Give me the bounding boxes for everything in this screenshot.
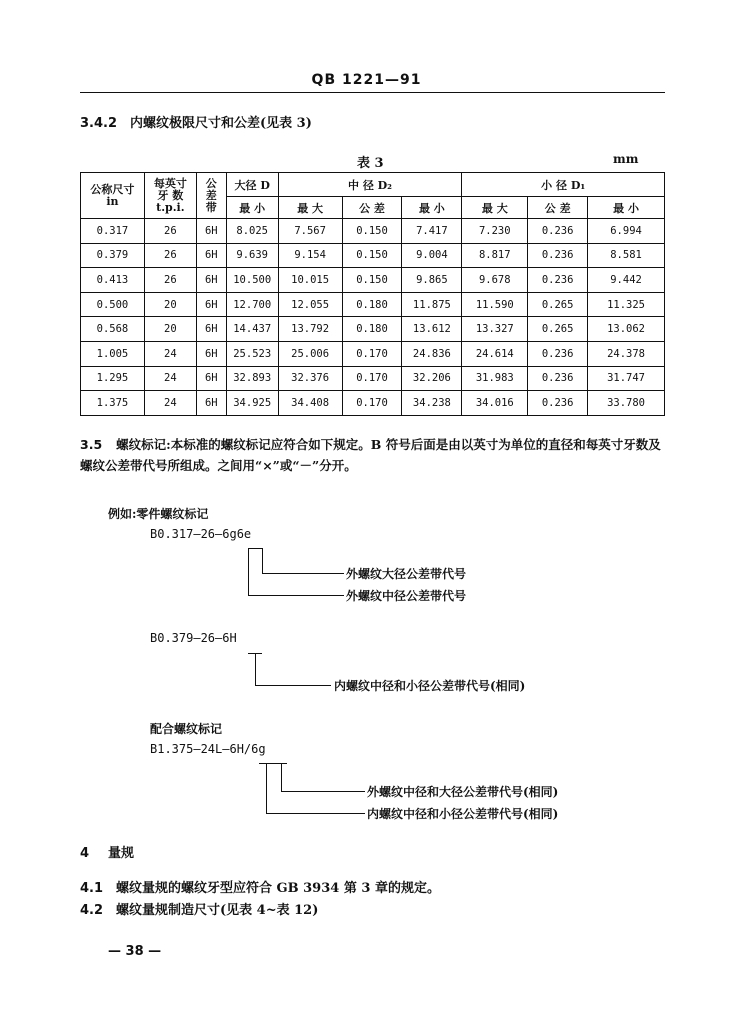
table-3 — [80, 172, 665, 416]
table-cell: 24.614 — [462, 341, 528, 366]
header-tolerance-band: 公差带 — [196, 173, 226, 219]
table-cell: 8.581 — [588, 243, 665, 268]
table-cell: 24 — [144, 341, 196, 366]
example-3-note-external: 外螺纹中径和大径公差带代号(相同) — [367, 785, 559, 799]
bracket-line — [262, 548, 263, 574]
header-rule — [80, 92, 665, 93]
table-cell: 26 — [144, 243, 196, 268]
table-cell: 6H — [196, 341, 226, 366]
table-cell: 0.236 — [528, 366, 588, 391]
table-cell: 6H — [196, 219, 226, 244]
table-cell: 11.590 — [462, 292, 528, 317]
section-4-heading — [80, 842, 134, 861]
table-cell: 7.417 — [402, 219, 462, 244]
bracket-line — [273, 763, 287, 764]
table-cell: 20 — [144, 317, 196, 342]
table-cell: 13.062 — [588, 317, 665, 342]
table-caption: 表 3 — [357, 156, 384, 171]
table-cell: 9.678 — [462, 268, 528, 293]
header-minor-min: 最 小 — [588, 197, 665, 219]
leader-line — [281, 791, 365, 792]
table-row — [81, 317, 665, 342]
table-cell: 24 — [144, 391, 196, 416]
table-cell: 0.265 — [528, 317, 588, 342]
header-tpi: 每英寸牙 数 t.p.i. — [144, 173, 196, 219]
table-cell: 0.236 — [528, 341, 588, 366]
table-cell: 32.206 — [402, 366, 462, 391]
table-cell: 8.025 — [226, 219, 278, 244]
example-1-note-major: 外螺纹大径公差带代号 — [346, 567, 467, 581]
table-cell: 0.236 — [528, 243, 588, 268]
table-cell: 20 — [144, 292, 196, 317]
table-cell: 9.865 — [402, 268, 462, 293]
table-cell: 12.055 — [278, 292, 342, 317]
bracket-line — [255, 653, 256, 686]
leader-line — [266, 813, 365, 814]
table-cell: 14.437 — [226, 317, 278, 342]
table-cell: 1.375 — [81, 391, 145, 416]
example-2-code: B0.379—26—6H — [150, 631, 237, 645]
section-number: 4.1 — [80, 881, 104, 896]
table-cell: 26 — [144, 219, 196, 244]
leader-line — [255, 685, 331, 686]
section-text: 螺纹量规制造尺寸(见表 4~表 12) — [116, 903, 319, 918]
mating-thread-title: 配合螺纹标记 — [150, 722, 223, 736]
table-cell: 34.016 — [462, 391, 528, 416]
section-number: 3.5 — [80, 437, 103, 452]
table-cell: 11.325 — [588, 292, 665, 317]
table-cell: 13.792 — [278, 317, 342, 342]
table-cell: 6H — [196, 317, 226, 342]
table-cell: 6H — [196, 391, 226, 416]
table-row — [81, 219, 665, 244]
bracket-line — [248, 548, 262, 549]
table-cell: 12.700 — [226, 292, 278, 317]
table-cell: 1.005 — [81, 341, 145, 366]
table-cell: 0.568 — [81, 317, 145, 342]
header-pitch-min: 最 小 — [402, 197, 462, 219]
header-minor-tolerance: 公 差 — [528, 197, 588, 219]
table-cell: 0.170 — [342, 391, 402, 416]
section-3-5-text: 螺纹标记:本标准的螺纹标记应符合如下规定。B 符号后面是由以英寸为单位的直径和每英寸牙数及螺纹公差带代号所组成。之间用“×”或“－”分开。 — [80, 437, 661, 473]
table-cell: 0.170 — [342, 366, 402, 391]
table-cell: 0.150 — [342, 243, 402, 268]
table-cell: 0.265 — [528, 292, 588, 317]
table-cell: 7.230 — [462, 219, 528, 244]
table-cell: 32.893 — [226, 366, 278, 391]
table-cell: 31.747 — [588, 366, 665, 391]
table-cell: 33.780 — [588, 391, 665, 416]
table-cell: 25.006 — [278, 341, 342, 366]
header-major-min: 最 小 — [226, 197, 278, 219]
section-number: 4 — [80, 846, 90, 861]
table-cell: 1.295 — [81, 366, 145, 391]
example-intro: 例如:零件螺纹标记 — [108, 507, 209, 521]
section-4-1 — [80, 877, 440, 896]
section-number: 4.2 — [80, 903, 104, 918]
example-2-note: 内螺纹中径和小径公差带代号(相同) — [334, 679, 526, 693]
table-cell: 10.500 — [226, 268, 278, 293]
table-cell: 11.875 — [402, 292, 462, 317]
table-row — [81, 292, 665, 317]
table-unit: mm — [613, 152, 639, 166]
table-cell: 0.150 — [342, 219, 402, 244]
table-cell: 13.327 — [462, 317, 528, 342]
table-cell: 13.612 — [402, 317, 462, 342]
header-pitch-diameter: 中 径 D₂ — [278, 173, 462, 197]
table-cell: 9.004 — [402, 243, 462, 268]
table-row — [81, 341, 665, 366]
example-1-code: B0.317—26—6g6e — [150, 527, 252, 541]
table-cell: 0.180 — [342, 317, 402, 342]
example-1-note-pitch: 外螺纹中径公差带代号 — [346, 589, 467, 603]
table-row — [81, 243, 665, 268]
header-pitch-max: 最 大 — [278, 197, 342, 219]
table-cell: 24.378 — [588, 341, 665, 366]
table-cell: 9.154 — [278, 243, 342, 268]
table-cell: 0.236 — [528, 268, 588, 293]
bracket-line — [248, 548, 249, 596]
table-body — [81, 219, 665, 416]
section-4-2 — [80, 899, 318, 918]
leader-line — [262, 573, 344, 574]
standard-code: QB 1221—91 — [311, 72, 422, 88]
example-3-code: B1.375—24L—6H/6g — [150, 742, 266, 756]
header-nominal-size: 公称尺寸 in — [81, 173, 145, 219]
table-cell: 34.238 — [402, 391, 462, 416]
table-cell: 6H — [196, 268, 226, 293]
table-cell: 0.379 — [81, 243, 145, 268]
section-3-4-2-heading — [80, 112, 312, 131]
header-minor-max: 最 大 — [462, 197, 528, 219]
header-pitch-tolerance: 公 差 — [342, 197, 402, 219]
table-cell: 34.408 — [278, 391, 342, 416]
bracket-line — [281, 763, 282, 792]
section-title: 内螺纹极限尺寸和公差(见表 3) — [130, 116, 312, 131]
example-3-note-internal: 内螺纹中径和小径公差带代号(相同) — [367, 807, 559, 821]
leader-line — [248, 595, 344, 596]
table-cell: 0.236 — [528, 391, 588, 416]
table-cell: 32.376 — [278, 366, 342, 391]
table-cell: 31.983 — [462, 366, 528, 391]
section-3-5 — [80, 434, 670, 476]
table-cell: 0.317 — [81, 219, 145, 244]
bracket-line — [266, 763, 267, 814]
table-row — [81, 391, 665, 416]
table-cell: 24.836 — [402, 341, 462, 366]
table-cell: 6H — [196, 292, 226, 317]
table-cell: 0.413 — [81, 268, 145, 293]
table-cell: 0.170 — [342, 341, 402, 366]
table-row — [81, 366, 665, 391]
table-cell: 24 — [144, 366, 196, 391]
section-number: 3.4.2 — [80, 116, 118, 131]
table-cell: 8.817 — [462, 243, 528, 268]
header-major-diameter: 大径 D — [226, 173, 278, 197]
table-cell: 34.925 — [226, 391, 278, 416]
table-cell: 7.567 — [278, 219, 342, 244]
table-cell: 0.236 — [528, 219, 588, 244]
table-cell: 0.150 — [342, 268, 402, 293]
table-cell: 6H — [196, 366, 226, 391]
table-cell: 25.523 — [226, 341, 278, 366]
table-cell: 6.994 — [588, 219, 665, 244]
table-cell: 6H — [196, 243, 226, 268]
table-cell: 26 — [144, 268, 196, 293]
table-cell: 9.442 — [588, 268, 665, 293]
table-row — [81, 268, 665, 293]
table-cell: 0.180 — [342, 292, 402, 317]
table-cell: 10.015 — [278, 268, 342, 293]
section-text: 螺纹量规的螺纹牙型应符合 GB 3934 第 3 章的规定。 — [116, 881, 440, 896]
table-cell: 9.639 — [226, 243, 278, 268]
section-title: 量规 — [108, 846, 135, 861]
header-minor-diameter: 小 径 D₁ — [462, 173, 665, 197]
page-number: — 38 — — [108, 944, 162, 959]
table-cell: 0.500 — [81, 292, 145, 317]
